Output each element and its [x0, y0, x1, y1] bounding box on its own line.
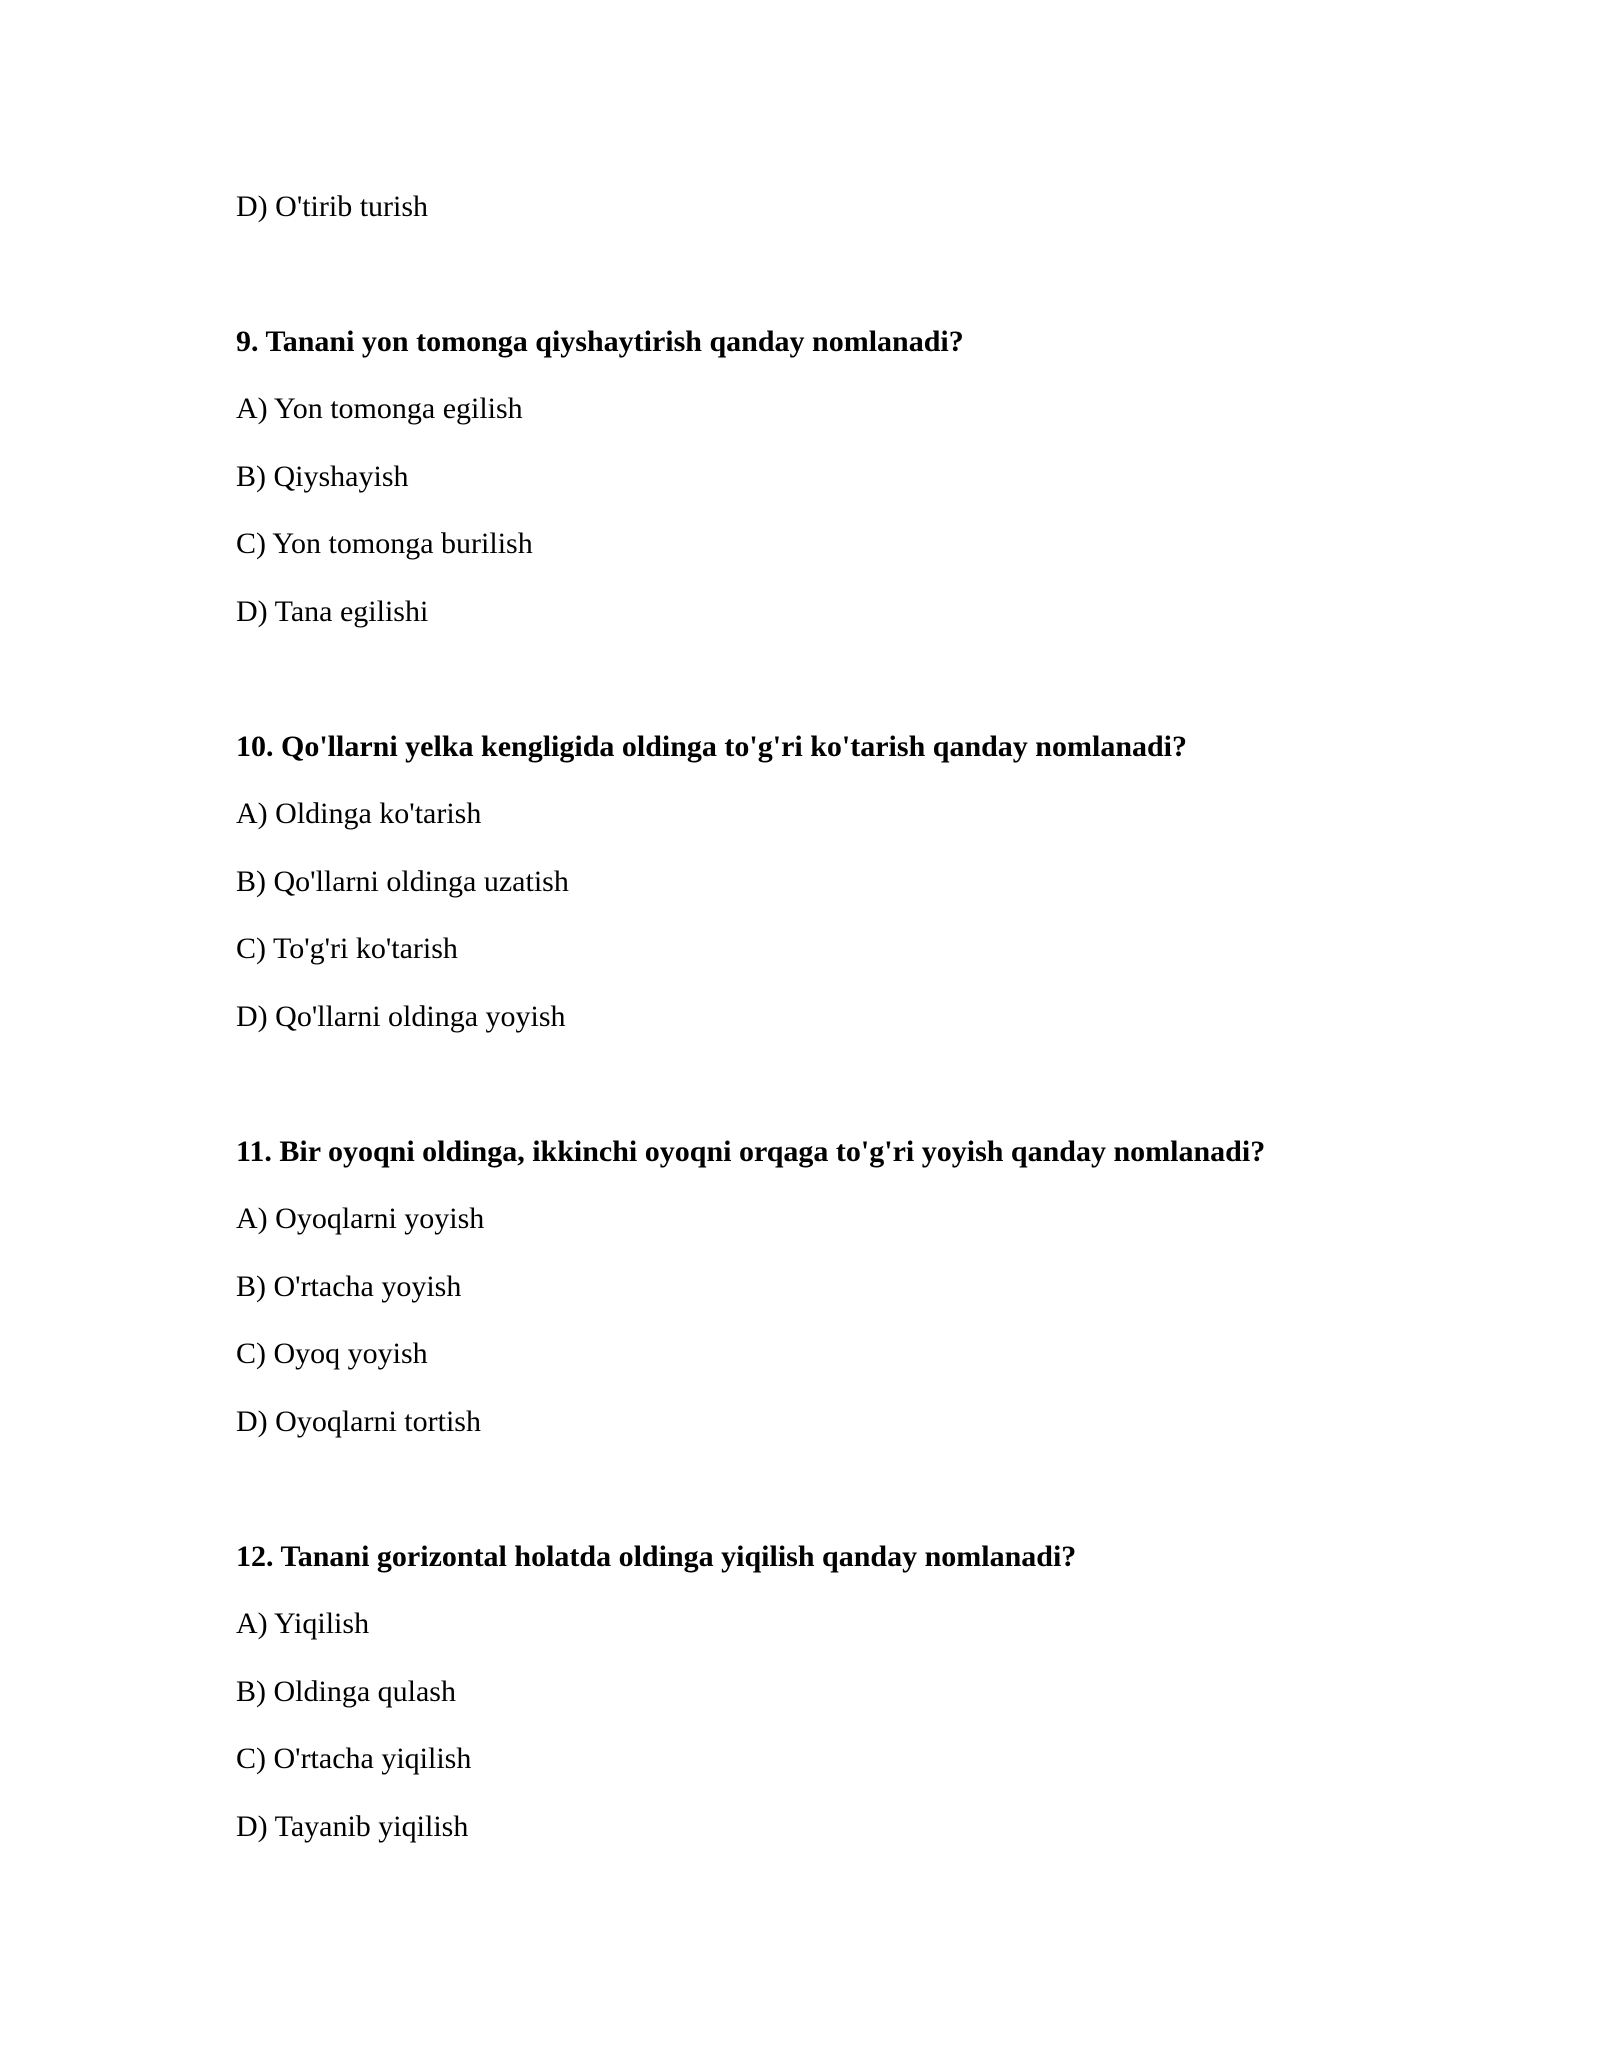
question-10-option-d: D) Qo'llarni oldinga yoyish	[236, 1000, 566, 1033]
question-9-option-b: B) Qiyshayish	[236, 460, 409, 493]
question-10-option-a: A) Oldinga ko'tarish	[236, 797, 482, 830]
question-9-option-d: D) Tana egilishi	[236, 595, 429, 628]
question-9-option-c: C) Yon tomonga burilish	[236, 527, 533, 560]
question-9: 9. Tanani yon tomonga qiyshaytirish qanday nomlanadi?	[236, 325, 964, 358]
question-11-option-a: A) Oyoqlarni yoyish	[236, 1202, 485, 1235]
question-12-option-b: B) Oldinga qulash	[236, 1675, 456, 1708]
question-11-option-d: D) Oyoqlarni tortish	[236, 1405, 481, 1438]
question-11-option-c: C) Oyoq yoyish	[236, 1337, 428, 1370]
question-12-option-a: A) Yiqilish	[236, 1607, 370, 1640]
question-11: 11. Bir oyoqni oldinga, ikkinchi oyoqni orqaga to'g'ri yoyish qanday nomlanadi?	[236, 1135, 1266, 1168]
question-10-option-b: B) Qo'llarni oldinga uzatish	[236, 865, 569, 898]
question-12: 12. Tanani gorizontal holatda oldinga yiqilish qanday nomlanadi?	[236, 1540, 1077, 1573]
question-9-option-a: A) Yon tomonga egilish	[236, 392, 523, 425]
question-10: 10. Qo'llarni yelka kengligida oldinga to'g'ri ko'tarish qanday nomlanadi?	[236, 730, 1188, 763]
option-d-previous: D) O'tirib turish	[236, 190, 429, 223]
question-12-option-d: D) Tayanib yiqilish	[236, 1810, 469, 1843]
question-12-option-c: C) O'rtacha yiqilish	[236, 1742, 472, 1775]
question-10-option-c: C) To'g'ri ko'tarish	[236, 932, 458, 965]
question-11-option-b: B) O'rtacha yoyish	[236, 1270, 462, 1303]
